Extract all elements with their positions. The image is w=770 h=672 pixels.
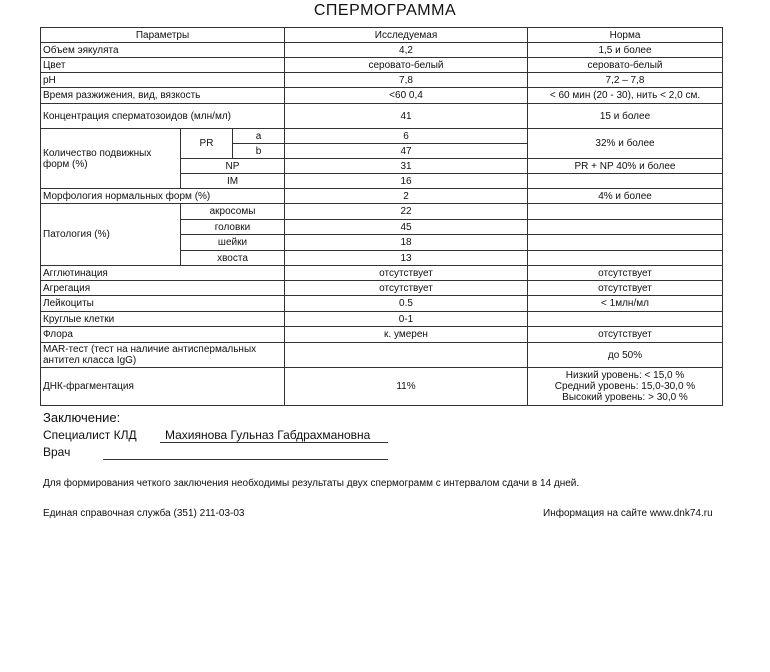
table-row bbox=[41, 266, 723, 281]
norm-high: Высокий уровень: > 30,0 % bbox=[562, 392, 688, 403]
row-norm: отсутствует bbox=[528, 266, 723, 281]
row-label: pH bbox=[41, 73, 285, 88]
row-norm: < 60 мин (20 - 30), нить < 2,0 см. bbox=[528, 88, 723, 104]
row-value: 0-1 bbox=[285, 312, 528, 327]
row-value: 4,2 bbox=[285, 43, 528, 58]
phone-text: Единая справочная служба (351) 211-03-03 bbox=[43, 508, 245, 519]
row-label: Объем эякулята bbox=[41, 43, 285, 58]
row-label: Флора bbox=[41, 327, 285, 343]
row-value bbox=[285, 343, 528, 368]
row-norm: отсутствует bbox=[528, 281, 723, 296]
row-label: Количество подвижных форм (%) bbox=[41, 129, 181, 189]
table-row bbox=[41, 104, 723, 129]
norm-low: Низкий уровень: < 15,0 % bbox=[565, 370, 685, 381]
row-label: Агрегация bbox=[41, 281, 285, 296]
doctor-label: Врач bbox=[43, 445, 71, 459]
row-label: Лейкоциты bbox=[41, 296, 285, 312]
norm-mid: Средний уровень: 15,0-30,0 % bbox=[554, 381, 696, 392]
row-norm: 4% и более bbox=[528, 189, 723, 204]
row-label: MAR-тест (тест на наличие антиспермальных антител класса IgG) bbox=[41, 343, 285, 368]
specialist-signature-line bbox=[160, 442, 388, 443]
row-norm: 7,2 – 7,8 bbox=[528, 73, 723, 88]
np-value: 31 bbox=[285, 159, 528, 174]
table-row bbox=[41, 129, 723, 144]
row-norm: отсутствует bbox=[528, 327, 723, 343]
empty-norm bbox=[528, 220, 723, 235]
table-row bbox=[41, 204, 723, 220]
row-value: 11% bbox=[285, 368, 528, 406]
row-value: 0.5 bbox=[285, 296, 528, 312]
row-norm: до 50% bbox=[528, 343, 723, 368]
row-value: к. умерен bbox=[285, 327, 528, 343]
np-label: NP bbox=[181, 159, 285, 174]
row-label: Время разжижения, вид, вязкость bbox=[41, 88, 285, 104]
row-norm bbox=[528, 312, 723, 327]
table-row bbox=[41, 73, 723, 88]
row-norm: 15 и более bbox=[528, 104, 723, 129]
header-params: Параметры bbox=[41, 28, 285, 43]
row-norm: серовато-белый bbox=[528, 58, 723, 73]
empty-norm bbox=[528, 251, 723, 266]
table-row bbox=[41, 296, 723, 312]
im-label: IM bbox=[181, 174, 285, 189]
row-value: 7,8 bbox=[285, 73, 528, 88]
row-label: ДНК-фрагментация bbox=[41, 368, 285, 406]
im-norm bbox=[528, 174, 723, 189]
empty-norm bbox=[528, 204, 723, 220]
table-row bbox=[41, 312, 723, 327]
row-label: Патология (%) bbox=[41, 204, 181, 266]
specialist-name: Махиянова Гульназ Габдрахмановна bbox=[165, 428, 371, 442]
row-value: отсутствует bbox=[285, 266, 528, 281]
note-text: Для формирования четкого заключения необходимы результаты двух спермограмм с интервалом сдачи в 14 дней. bbox=[43, 478, 580, 489]
row-value: серовато-белый bbox=[285, 58, 528, 73]
acro-value: 22 bbox=[285, 204, 528, 220]
neck-value: 18 bbox=[285, 235, 528, 251]
row-label: Морфология нормальных форм (%) bbox=[41, 189, 285, 204]
table-row bbox=[41, 368, 723, 406]
row-label: Концентрация сперматозоидов (млн/мл) bbox=[41, 104, 285, 129]
row-value: <60 0,4 bbox=[285, 88, 528, 104]
pr-label: PR bbox=[181, 129, 233, 159]
table-row bbox=[41, 58, 723, 73]
b-label: b bbox=[233, 144, 285, 159]
specialist-label: Специалист КЛД bbox=[43, 428, 137, 442]
conclusion-label: Заключение: bbox=[43, 410, 121, 425]
header-row bbox=[41, 28, 723, 43]
row-label: Агглютинация bbox=[41, 266, 285, 281]
table-row bbox=[41, 343, 723, 368]
doctor-signature-line bbox=[103, 459, 388, 460]
tail-value: 13 bbox=[285, 251, 528, 266]
row-label: Цвет bbox=[41, 58, 285, 73]
row-value: 41 bbox=[285, 104, 528, 129]
row-value: 2 bbox=[285, 189, 528, 204]
head-label: головки bbox=[181, 220, 285, 235]
row-norm: < 1млн/мл bbox=[528, 296, 723, 312]
header-norm: Норма bbox=[528, 28, 723, 43]
im-value: 16 bbox=[285, 174, 528, 189]
b-value: 47 bbox=[285, 144, 528, 159]
a-label: a bbox=[233, 129, 285, 144]
row-value: отсутствует bbox=[285, 281, 528, 296]
acro-label: акросомы bbox=[181, 204, 285, 220]
table-row bbox=[41, 281, 723, 296]
header-value: Исследуемая bbox=[285, 28, 528, 43]
head-value: 45 bbox=[285, 220, 528, 235]
page-title: СПЕРМОГРАММА bbox=[313, 2, 457, 19]
table-row bbox=[41, 43, 723, 58]
row-norm: 1,5 и более bbox=[528, 43, 723, 58]
a-value: 6 bbox=[285, 129, 528, 144]
row-label: Круглые клетки bbox=[41, 312, 285, 327]
pr-norm: 32% и более bbox=[528, 129, 723, 159]
table-row bbox=[41, 189, 723, 204]
table-row bbox=[41, 327, 723, 343]
empty-norm bbox=[528, 235, 723, 251]
np-norm: PR + NP 40% и более bbox=[528, 159, 723, 174]
table-row bbox=[41, 88, 723, 104]
results-table bbox=[40, 27, 723, 406]
tail-label: хвоста bbox=[181, 251, 285, 266]
neck-label: шейки bbox=[181, 235, 285, 251]
row-norm bbox=[528, 368, 723, 406]
site-text: Информация на сайте www.dnk74.ru bbox=[543, 508, 713, 519]
